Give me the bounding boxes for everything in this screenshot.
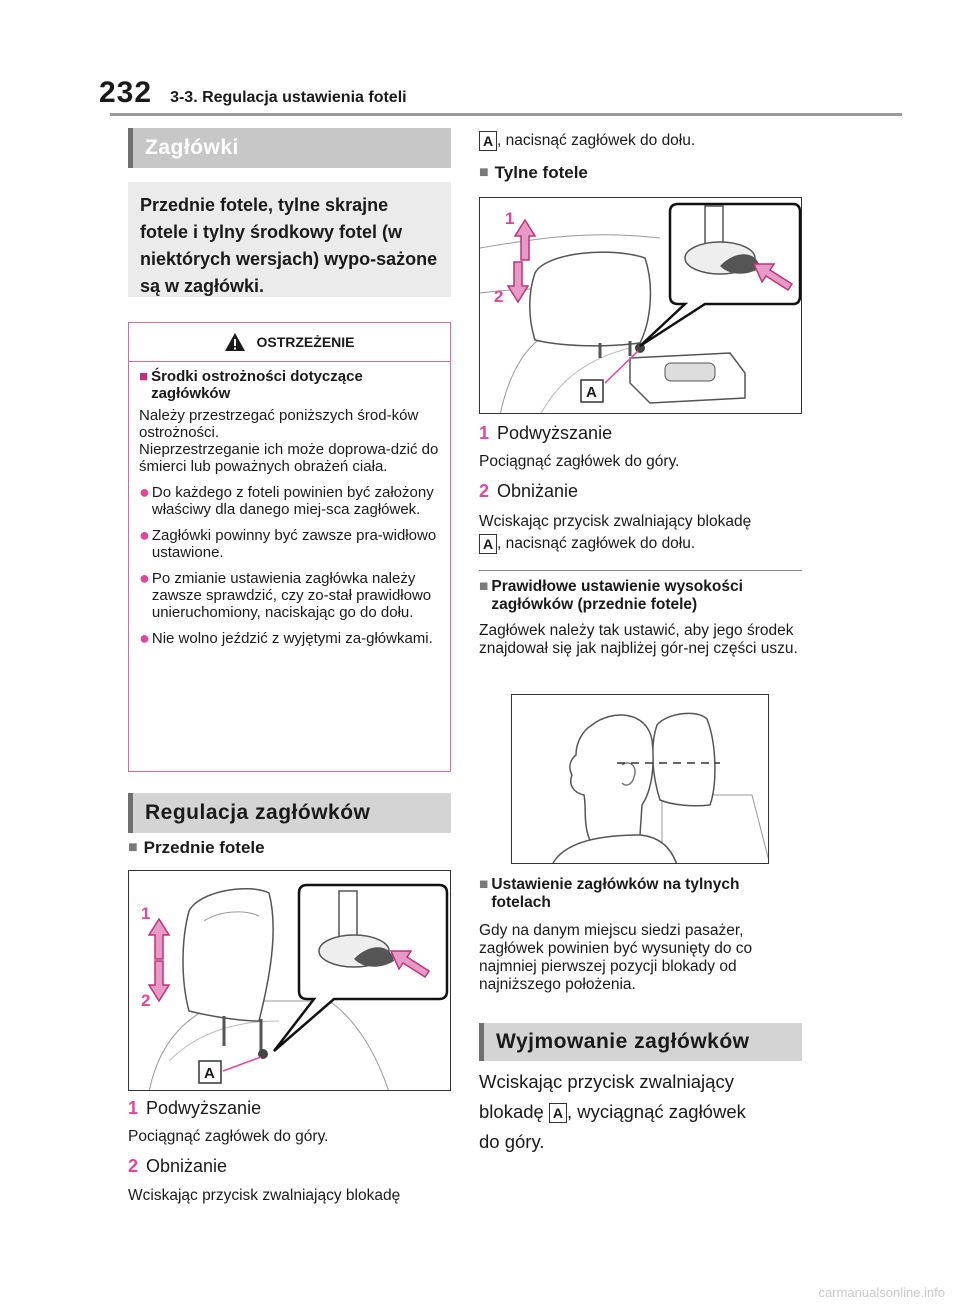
note-rear-text: Gdy na danym miejscu siedzi pasażer, zagłówek powinien być wysunięty do co najmniej pierwszej pozycji blokady od najniższego położenia. [479, 922, 753, 993]
rear-headrest-illustration [480, 198, 802, 414]
head-position-figure [511, 694, 769, 864]
watermark: carmanualsonline.info [818, 1285, 945, 1300]
rear-fig-label-1: 1 [505, 209, 515, 228]
label-a: A [479, 131, 497, 151]
rear-seats-subhead: ■ Tylne fotele [479, 163, 588, 182]
warning-subhead: ■ Środki ostrożności dotyczące zagłówków [139, 368, 363, 402]
warning-bullet: ● Nie wolno jeździć z wyjętymi za-główkami. [139, 628, 433, 648]
note-height-text: Zagłówek należy tak ustawić, aby jego środek znajdował się jak najbliżej gór-nej części uszu. [479, 622, 798, 657]
page-number: 232 [99, 76, 153, 109]
heading-wyjmowanie: Wyjmowanie zagłówków [479, 1023, 802, 1061]
front-headrest-figure [128, 870, 451, 1091]
intro-box: Przednie fotele, tylne skrajne fotele i tylny środkowy fotel (w niektórych wersjach) wypo-sażone są w zagłówki. [128, 182, 451, 297]
warning-para-1: Należy przestrzegać poniższych środ-ków ostrożności. [139, 407, 419, 441]
front-step-2-text: Wciskając przycisk zwalniający blokadę [128, 1187, 401, 1204]
note-height-head: ■ Prawidłowe ustawienie wysokości zagłówków (przednie fotele) [479, 578, 743, 613]
front-headrest-illustration [129, 871, 451, 1091]
page-header [99, 76, 407, 110]
warning-icon [224, 332, 246, 352]
fig-label-2: 2 [141, 991, 151, 1010]
warning-title [129, 323, 450, 362]
warning-bullet: ● Zagłówki powinny być zawsze pra-widłowo ustawione. [139, 525, 437, 561]
front-step-2: 2 Obniżanie [128, 1156, 228, 1176]
heading-regulacja: Regulacja zagłówków [128, 793, 451, 833]
rear-step-1-text: Pociągnąć zagłówek do góry. [479, 453, 680, 470]
divider [479, 570, 802, 571]
front-step-2-cont: A , nacisnąć zagłówek do dołu. [479, 131, 802, 151]
note-rear-head: ■ Ustawienie zagłówków na tylnych fotelach [479, 876, 740, 911]
head-position-illustration [512, 695, 769, 864]
warning-bullet: ● Do każdego z foteli powinien być założony właściwy dla danego miej-sca zagłówek. [139, 482, 434, 518]
rear-step-2-text: Wciskając przycisk zwalniający blokadę A , nacisnąć zagłówek do dołu. [479, 513, 752, 552]
rear-step-2: 2 Obniżanie [479, 481, 579, 501]
rear-headrest-figure [479, 197, 802, 414]
warning-para-2: Nieprzestrzeganie ich może doprowa-dzić do śmierci lub poważnych obrażeń ciała. [139, 441, 439, 475]
label-a: A [479, 534, 497, 554]
removal-text: Wciskając przycisk zwalniający blokadę A , wyciągnąć zagłówek do góry. [479, 1071, 746, 1152]
rear-fig-label-a: A [586, 384, 597, 401]
heading-zaglowki: Zagłówki [128, 128, 451, 168]
label-a: A [549, 1103, 567, 1123]
header-rule [110, 113, 902, 116]
warning-box [128, 322, 451, 772]
warning-bullet: ● Po zmianie ustawienia zagłówka należy zawsze sprawdzić, czy zo-stał prawidłowo unieruchomiony, naciskając go do dołu. [139, 568, 432, 621]
front-step-1-text: Pociągnąć zagłówek do góry. [128, 1128, 329, 1145]
warning-title-text: OSTRZEŻENIE [256, 334, 355, 350]
rear-fig-label-2: 2 [494, 287, 504, 306]
fig-label-1: 1 [141, 904, 151, 923]
front-seats-subhead: ■ Przednie fotele [128, 838, 265, 857]
rear-step-1: 1 Podwyższanie [479, 423, 613, 443]
front-step-1: 1 Podwyższanie [128, 1098, 262, 1118]
fig-label-a: A [204, 1065, 215, 1082]
section-title: 3-3. Regulacja ustawienia foteli [170, 89, 407, 106]
